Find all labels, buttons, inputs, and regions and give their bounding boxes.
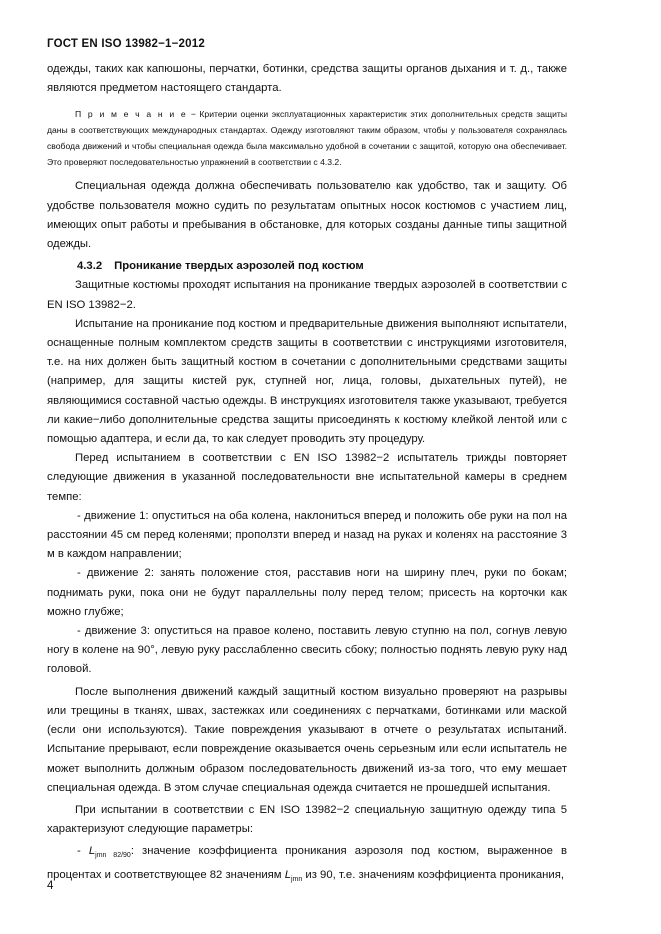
symbol-ljmn-2: L — [284, 868, 291, 881]
note-label: П р и м е ч а н и е — [75, 109, 188, 120]
subscript-ljmn-2: jmn — [290, 875, 303, 883]
page-number: 4 — [47, 880, 54, 892]
symbol-ljmn: L — [88, 845, 96, 858]
paragraph-testers: Испытание на проникание под костюм и предварительные движения выполняют испытатели, оснащенные полным комплектом средств защиты в соответствии с инструкциями изготовителя, т.е. на них должен быть защитный костюм в сочетании с дополнительными средствами защиты (например, для защиты кистей рук, ступней ног, лица, головы, дыхательных путей), не являющимися составной частью одежды. В инструкциях изготовителя также указывают, требуется ли какие−либо дополнительные средства защиты присоединять к костюму клейкой лентой или с помощью адаптера, и если да, то как следует проводить эту процедуру. — [47, 317, 567, 446]
paragraph-parameters-intro: При испытании в соответствии с EN ISO 13982−2 специальную защитную одежду типа 5 характеризуют следующие параметры: — [47, 803, 567, 836]
document-header: ГОСТ EN ISO 13982−1−2012 — [47, 38, 205, 50]
list-item-movement-2: - движение 2: занять положение стоя, расставив ноги на ширину плеч, руки по бокам; поднимать руки, пока они не будут параллельны полу перед телом; присесть на корточки как можно глубже; — [47, 567, 567, 618]
paragraph-continuation: одежды, таких как капюшоны, перчатки, ботинки, средства защиты органов дыхания и т. д., также являются предметом настоящего стандарта. — [47, 63, 567, 95]
section-title: Проникание твердых аэрозолей под костюм — [114, 260, 364, 273]
document-body — [47, 60, 567, 889]
note — [47, 106, 567, 170]
paragraph-inspection: После выполнения движений каждый защитный костюм визуально проверяют на разрывы или трещины в тканях, швах, застежках или соединениях с перчатками, ботинками или маской (если они используются). Такие повреждения указывают в отчете о результатах испытаний. Испытание прерывают, если повреждение оказывается очень серьезным или если испытатель не может выполнить должным образом последовательность движений из-за того, что ему мешает специальная одежда. В этом случае специальная одежда считается не прошедшей испытания. — [47, 685, 567, 794]
section-number: 4.3.2 — [77, 260, 103, 273]
section-heading — [47, 257, 567, 276]
paragraph-comfort: Специальная одежда должна обеспечивать пользователю как удобство, так и защиту. Об удобстве пользователя можно судить по результатам опытных носок костюмов с участием лиц, имеющих опыт работы и пребывания в обстановке, для которых созданы данные типы защитной одежды. — [47, 180, 567, 251]
list-item-parameter: - $L_{jmn 82/90}$: значение коэффициента проникания аэрозоля под костюм, выраженное в процентах и соответствующее 82 значениям $L_{jmn}$ из 90, т.е. значениям коэффициента проникания, — [47, 845, 567, 883]
list-item-movement-1: - движение 1: опуститься на оба колена, наклониться вперед и положить обе руки на пол на расстоянии 45 см перед коленями; проползти вперед и назад на руках и коленях на расстояние 3 м в каждом направлении; — [47, 509, 567, 561]
paragraph-aerosol-test: Защитные костюмы проходят испытания на проникание твердых аэрозолей в соответствии с EN ISO 13982−2. — [47, 279, 567, 311]
subscript-ljmn: jmn 82/90 — [95, 852, 131, 860]
list-item-movement-3: - движение 3: опуститься на правое колено, поставить левую ступню на пол, согнув левую ногу в колене на 90°, левую руку расслабленно свесить сбоку; полностью поднять левую руку над головой. — [47, 625, 567, 676]
note-text: − Критерии оценки эксплуатационных характеристик этих дополнительных средств защиты даны в соответствующих международных стандартах. Одежду изготовляют таким образом, чтобы у пользователя сохранялась свобода движений и чтобы специальная одежда была максимально удобной в сочетании с защитой, которую она обеспечивает. Это проверяют последовательностью упражнений в соответствии с 4.3.2. — [47, 109, 568, 168]
paragraph-movements-intro: Перед испытанием в соответствии с EN ISO 13982−2 испытатель трижды повторяет следующие движения в указанной последовательности вне испытательной камеры в среднем темпе: — [47, 452, 567, 503]
